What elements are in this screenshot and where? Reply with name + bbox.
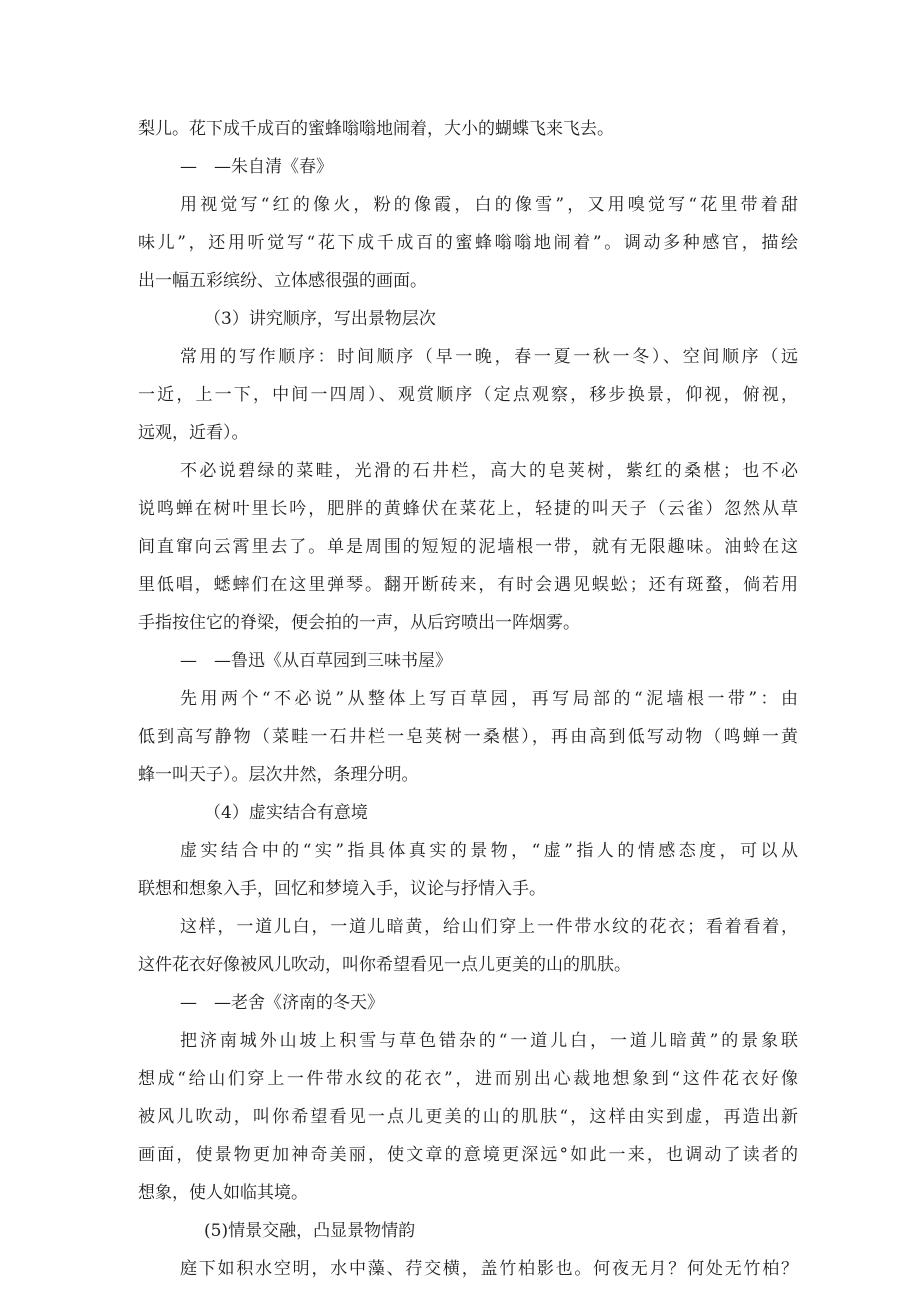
text-line: 想象，使人如临其境。 (138, 1183, 308, 1203)
quote-line: 间直窜向云霄里去了。单是周围的短短的泥墙根一带，就有无限趣味。油蛉在这 (138, 537, 798, 557)
text-line: 味儿”，还用听觉写“花下成千成百的蜜蜂嗡嗡地闹着”。调动多种感官，描绘 (138, 233, 798, 253)
source-citation: — —鲁迅《从百草园到三味书屋》 (180, 651, 452, 671)
section-heading: （4）虚实结合有意境 (204, 803, 368, 823)
quote-line: 手指按住它的脊梁，便会拍的一声，从后窍喷出一阵烟雾。 (138, 613, 580, 633)
text-line: 出一幅五彩缤纷、立体感很强的画面。 (138, 271, 427, 291)
section-heading: (5)情景交融，凸显景物情韵 (204, 1221, 416, 1241)
text-line: 远观，近看）。 (138, 423, 249, 443)
text-line: 想成“给山们穿上一件带水纹的花衣”，进而别出心裁地想象到“这件花衣好像 (138, 1069, 798, 1089)
text-line: 常用的写作顺序：时间顺序（早一晚，春一夏一秋一冬）、空间顺序（远 (180, 347, 798, 367)
section-heading: （3）讲究顺序，写出景物层次 (204, 309, 436, 329)
text-line: 虚实结合中的“实”指具体真实的景物，“虚”指人的情感态度，可以从 (180, 841, 798, 861)
quote-line: 这件花衣好像被风儿吹动，叫你希望看见一点儿更美的山的肌肤。 (138, 955, 631, 975)
quote-line: 这样，一道儿白，一道儿暗黄，给山们穿上一件带水纹的花衣；看着看着， (180, 917, 798, 937)
text-line: 画面，使景物更加神奇美丽，使文章的意境更深远°如此一来，也调动了读者的 (138, 1145, 798, 1165)
source-citation: — —朱自清《春》 (180, 157, 333, 177)
quote-line: 不必说碧绿的菜畦，光滑的石井栏，高大的皂荚树，紫红的桑椹；也不必 (180, 461, 798, 481)
text-line: 联想和想象入手，回忆和梦境入手，议论与抒情入手。 (138, 879, 546, 899)
text-line: 低到高写静物（菜畦一石井栏一皂荚树一桑椹），再由高到低写动物（鸣蝉一黄 (138, 727, 798, 747)
text-line: 用视觉写“红的像火，粉的像霞，白的像雪”，又用嗅觉写“花里带着甜 (180, 195, 798, 215)
text-line: 一近，上一下，中间一四周）、观赏顺序（定点观察，移步换景，仰视，俯视， (138, 385, 798, 405)
quote-line: 庭下如积水空明，水中藻、荇交横，盖竹柏影也。何夜无月？何处无竹柏？ (180, 1259, 798, 1279)
quote-line: 说鸣蝉在树叶里长吟，肥胖的黄蜂伏在菜花上，轻捷的叫天子（云雀）忽然从草 (138, 499, 798, 519)
text-line: 被风儿吹动，叫你希望看见一点儿更美的山的肌肤“，这样由实到虚，再造出新 (138, 1107, 798, 1127)
source-citation: — —老舍《济南的冬天》 (180, 993, 384, 1013)
quote-line: 里低唱，蟋蟀们在这里弹琴。翻开断砖来，有时会遇见蜈蚣；还有斑蝥，倘若用 (138, 575, 798, 595)
text-line: 先用两个“不必说”从整体上写百草园，再写局部的“泥墙根一带”：由 (180, 689, 798, 709)
text-line: 蜂一叫天子）。层次井然，条理分明。 (138, 765, 419, 785)
text-line: 梨儿。花下成千成百的蜜蜂嗡嗡地闹着，大小的蝴蝶飞来飞去。 (138, 119, 614, 139)
text-line: 把济南城外山坡上积雪与草色错杂的“一道儿白，一道儿暗黄”的景象联 (180, 1031, 798, 1051)
